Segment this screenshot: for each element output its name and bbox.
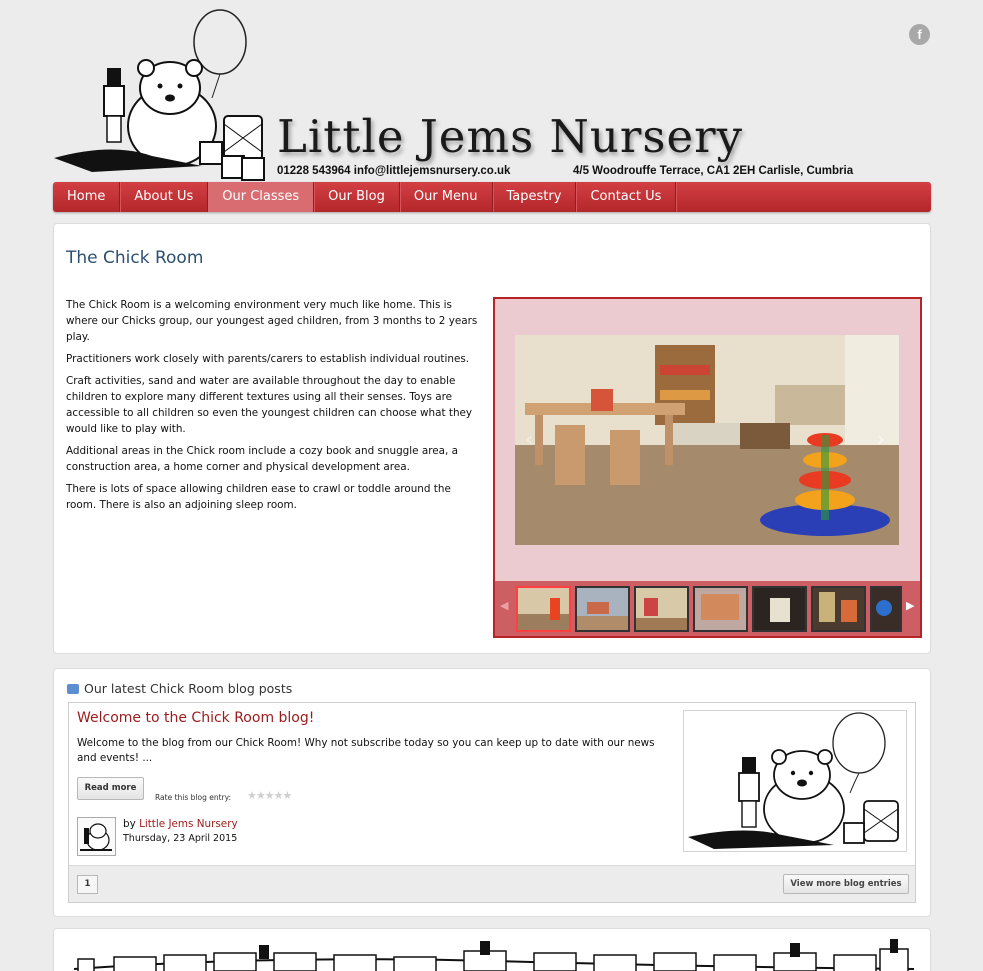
thumbnail[interactable] <box>634 586 689 632</box>
pagination-button[interactable]: 1 <box>77 875 98 894</box>
blog-post <box>68 702 916 903</box>
site-address: 4/5 Woodrouffe Terrace, CA1 2EH Carlisle, Cumbria <box>573 165 854 177</box>
thumbnail[interactable] <box>811 586 866 632</box>
nav-contact-us[interactable]: Contact Us <box>576 182 676 212</box>
post-date: Thursday, 23 April 2015 <box>123 833 238 844</box>
thumbnail[interactable] <box>693 586 748 632</box>
read-more-button[interactable]: Read more <box>77 777 144 800</box>
slide-next-arrow[interactable]: › <box>877 427 885 451</box>
author-prefix: by <box>123 818 140 830</box>
site-contact: 01228 543964 info@littlejemsnursery.co.uk <box>277 165 511 177</box>
slide-prev-arrow[interactable]: ‹ <box>525 427 533 451</box>
main-nav <box>53 182 931 212</box>
blog-heading <box>67 681 292 696</box>
site-title[interactable]: Little Jems Nursery <box>277 110 744 163</box>
thumb-prev-arrow[interactable]: ◀ <box>500 599 509 612</box>
facebook-icon[interactable]: f <box>909 24 930 45</box>
nav-home[interactable]: Home <box>53 182 120 212</box>
thumbnail-strip <box>495 581 920 636</box>
star-rating[interactable]: ★★★★★ <box>247 789 292 802</box>
room-paragraph: Craft activities, sand and water are available throughout the day to enable children to explore many different textures using all their senses. Toys are accessible to all children so even the youngest children can choose what they would like to play with. <box>66 375 473 435</box>
room-description <box>66 297 484 519</box>
room-paragraph: There is lots of space allowing children ease to crawl or toddle around the room. There is also an adjoining sleep room. <box>66 483 451 511</box>
nav-our-classes[interactable]: Our Classes <box>208 182 314 212</box>
blog-footer <box>69 865 915 902</box>
site-header <box>0 0 983 182</box>
room-paragraph: Practitioners work closely with parents/carers to establish individual routines. <box>66 353 470 365</box>
avatar[interactable] <box>77 817 116 856</box>
nav-our-blog[interactable]: Our Blog <box>314 182 400 212</box>
page-title: The Chick Room <box>66 248 204 268</box>
blog-post-image[interactable] <box>683 710 907 852</box>
thumbnail[interactable] <box>752 586 807 632</box>
author-line <box>123 818 238 830</box>
toy-train-decoration <box>54 929 931 971</box>
thumbnail[interactable] <box>516 586 571 632</box>
thumbnail[interactable] <box>870 586 902 632</box>
blog-panel <box>53 668 931 917</box>
view-more-button[interactable]: View more blog entries <box>783 874 909 894</box>
room-paragraph: The Chick Room is a welcoming environment very much like home. This is where our Chicks group, our youngest aged children, from 3 months to 2 years play. <box>66 299 478 343</box>
thumbnail[interactable] <box>575 586 630 632</box>
nav-about-us[interactable]: About Us <box>120 182 208 212</box>
image-slider <box>493 297 922 638</box>
slide-photo[interactable] <box>515 335 899 545</box>
room-panel <box>53 223 931 654</box>
blog-post-title[interactable]: Welcome to the Chick Room blog! <box>77 710 315 726</box>
room-paragraph: Additional areas in the Chick room include a cozy book and snuggle area, a construction area, a home corner and physical development area. <box>66 445 459 473</box>
rate-label: Rate this blog entry: <box>155 793 232 802</box>
speech-bubble-icon <box>67 684 79 694</box>
blog-post-excerpt: Welcome to the blog from our Chick Room! Why not subscribe today so you can keep up to date with our news and events! ... <box>77 737 655 764</box>
nav-tapestry[interactable]: Tapestry <box>493 182 577 212</box>
author-link[interactable]: Little Jems Nursery <box>139 818 238 830</box>
teddy-bear-logo[interactable] <box>52 6 274 182</box>
thumb-next-arrow[interactable]: ▶ <box>906 599 915 612</box>
nav-our-menu[interactable]: Our Menu <box>400 182 493 212</box>
blog-heading-text: Our latest Chick Room blog posts <box>84 681 293 696</box>
footer-decoration-panel <box>53 928 931 971</box>
